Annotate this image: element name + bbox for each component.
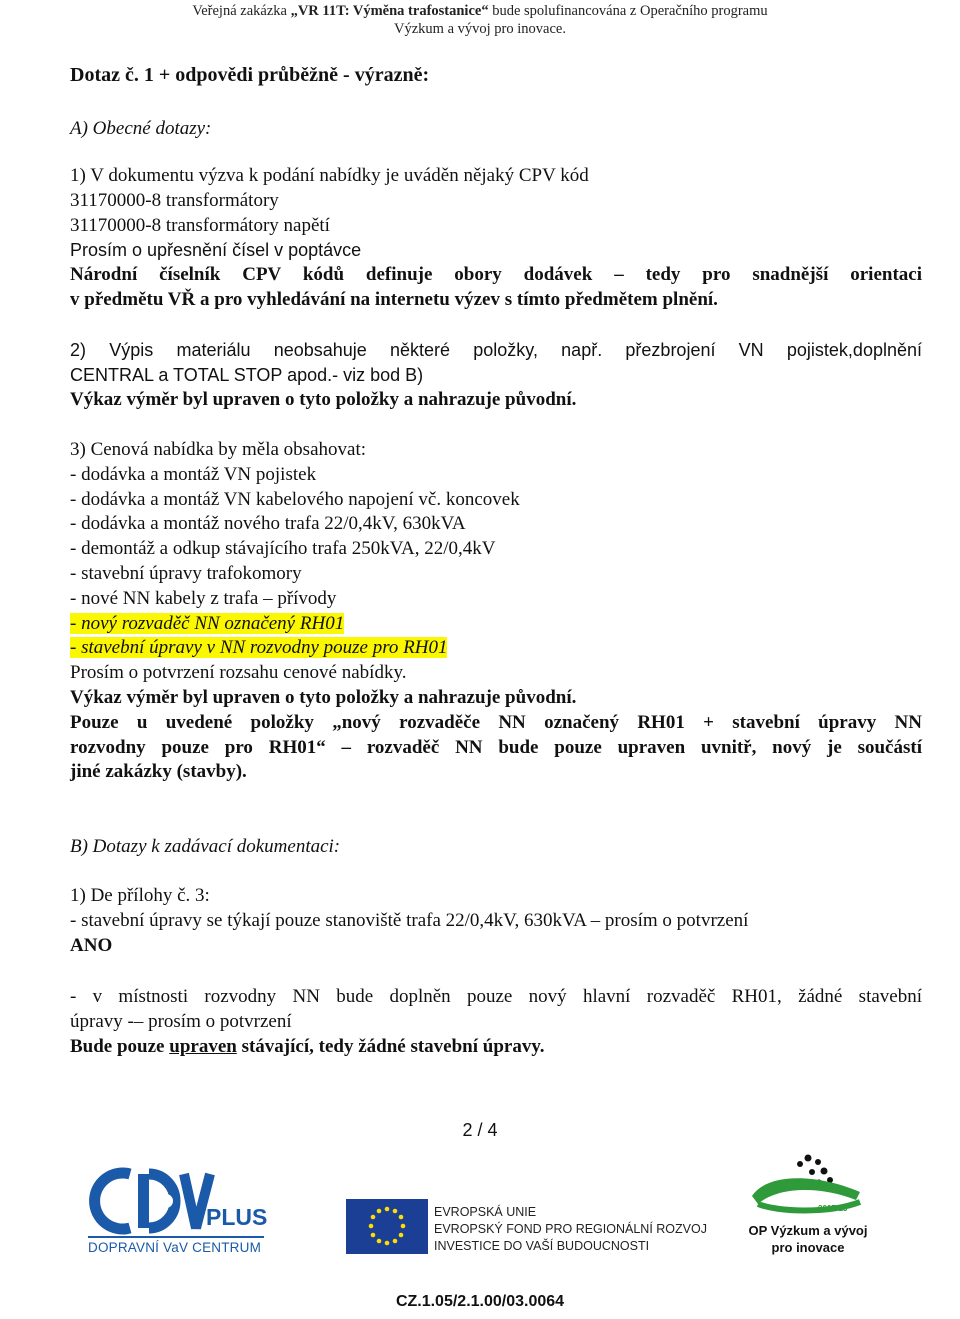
op-vavpi-logo bbox=[738, 1152, 878, 1262]
page-number: 2 / 4 bbox=[462, 1120, 498, 1140]
q1-answer: v předmětu VŘ a pro vyhledávání na internetu výzev s tímto předmětem plnění. bbox=[70, 288, 718, 310]
b2-answer bbox=[70, 1035, 922, 1060]
q3-answer: Pouze u uvedené položky „nový rozvaděče NN označený RH01 + stavební úpravy NN bbox=[70, 711, 922, 733]
op-logo-mark-icon bbox=[738, 1152, 878, 1220]
header-project-name: „VR 11T: Výměna trafostanice“ bbox=[290, 3, 489, 19]
eu-text bbox=[434, 1204, 707, 1255]
q3-item: - dodávka a montáž VN pojistek bbox=[70, 463, 317, 485]
b1-answer: ANO bbox=[70, 934, 113, 956]
header-text: bude spolufinancována z Operačního programu bbox=[488, 3, 768, 19]
op-years: 2007-13 bbox=[818, 1204, 848, 1213]
b2-answer-text: Bude pouze bbox=[70, 1035, 170, 1057]
section-b-heading: B) Dotazy k zadávací dokumentaci: bbox=[70, 836, 341, 857]
b2-answer-text: stávající, tedy žádné stavební úpravy. bbox=[236, 1035, 545, 1057]
q3-highlighted-item: - stavební úpravy v NN rozvodny pouze pro RH01 bbox=[70, 637, 448, 659]
question-b2 bbox=[70, 985, 922, 1059]
question-3 bbox=[70, 438, 922, 785]
q1-answer: Národní číselník CPV kódů definuje obory dodávek – tedy pro snadnější orientaci bbox=[70, 264, 922, 286]
b1-intro: 1) De přílohy č. 3: bbox=[70, 885, 210, 906]
section-a-heading: A) Obecné dotazy: bbox=[70, 118, 212, 139]
q3-item: - demontáž a odkup stávajícího trafa 250kVA, 22/0,4kV bbox=[70, 538, 496, 560]
cdv-name: DOPRAVNÍ VaV CENTRUM bbox=[88, 1236, 264, 1255]
q3-highlighted-item: - nový rozvaděč NN označený RH01 bbox=[70, 612, 345, 634]
eu-line: INVESTICE DO VAŠÍ BUDOUCNOSTI bbox=[434, 1239, 650, 1253]
q3-item: - nové NN kabely z trafa – přívody bbox=[70, 587, 337, 609]
q3-item: - dodávka a montáž nového trafa 22/0,4kV, 630kVA bbox=[70, 513, 466, 535]
q3-answer: Výkaz výměr byl upraven o tyto položky a nahrazuje původní. bbox=[70, 686, 577, 708]
q3-request: Prosím o potvrzení rozsahu cenové nabídky. bbox=[70, 662, 407, 684]
cdv-plus-logo bbox=[86, 1166, 276, 1261]
cdv-plus-label: PLUS bbox=[206, 1204, 268, 1230]
page-header bbox=[0, 2, 960, 38]
q3-intro: 3) Cenová nabídka by měla obsahovat: bbox=[70, 439, 367, 460]
q1-line: 31170000-8 transformátory napětí bbox=[70, 214, 330, 236]
header-text: Veřejná zakázka bbox=[192, 3, 291, 19]
eu-flag-icon bbox=[346, 1199, 428, 1254]
op-subtitle: pro inovace bbox=[771, 1240, 845, 1255]
header-line-1 bbox=[0, 2, 960, 20]
eu-line: EVROPSKÝ FOND PRO REGIONÁLNÍ ROZVOJ bbox=[434, 1222, 707, 1236]
q2-line: CENTRAL a TOTAL STOP apod.- viz bod B) bbox=[70, 364, 424, 385]
q1-line: Prosím o upřesnění čísel v poptávce bbox=[70, 240, 362, 261]
b1-line: - stavební úpravy se týkají pouze stanoviště trafa 22/0,4kV, 630kVA – prosím o potvrzení bbox=[70, 909, 749, 931]
project-code: CZ.1.05/2.1.00/03.0064 bbox=[395, 1293, 565, 1310]
q3-answer: jiné zakázky (stavby). bbox=[70, 761, 247, 783]
eu-logo bbox=[346, 1199, 428, 1254]
b2-line: - v místnosti rozvodny NN bude doplněn pouze nový hlavní rozvaděč RH01, žádné stavební bbox=[70, 986, 922, 1007]
q2-line: 2) Výpis materiálu neobsahuje některé položky, např. přezbrojení VN pojistek,doplnění bbox=[70, 340, 922, 360]
header-line-2: Výzkum a vývoj pro inovace. bbox=[394, 21, 566, 37]
q3-item: - stavební úpravy trafokomory bbox=[70, 562, 302, 584]
op-title: OP Výzkum a vývoj bbox=[748, 1223, 868, 1238]
b2-answer-underlined: upraven bbox=[169, 1035, 237, 1057]
q3-item: - dodávka a montáž VN kabelového napojení vč. koncovek bbox=[70, 488, 520, 510]
question-2 bbox=[70, 338, 922, 412]
q1-line: 31170000-8 transformátory bbox=[70, 189, 279, 211]
question-b1 bbox=[70, 884, 922, 958]
q1-line: 1) V dokumentu výzva k podání nabídky je uváděn nějaký CPV kód bbox=[70, 165, 589, 186]
eu-line: EVROPSKÁ UNIE bbox=[434, 1205, 537, 1219]
question-1 bbox=[70, 164, 922, 313]
q2-answer: Výkaz výměr byl upraven o tyto položky a nahrazuje původní. bbox=[70, 388, 577, 410]
document-title: Dotaz č. 1 + odpovědi průběžně - výrazně: bbox=[70, 64, 430, 86]
q3-answer: rozvodny pouze pro RH01“ – rozvaděč NN bude pouze upraven uvnitř, nový je součástí bbox=[70, 736, 922, 758]
b2-line: úpravy -– prosím o potvrzení bbox=[70, 1010, 292, 1032]
